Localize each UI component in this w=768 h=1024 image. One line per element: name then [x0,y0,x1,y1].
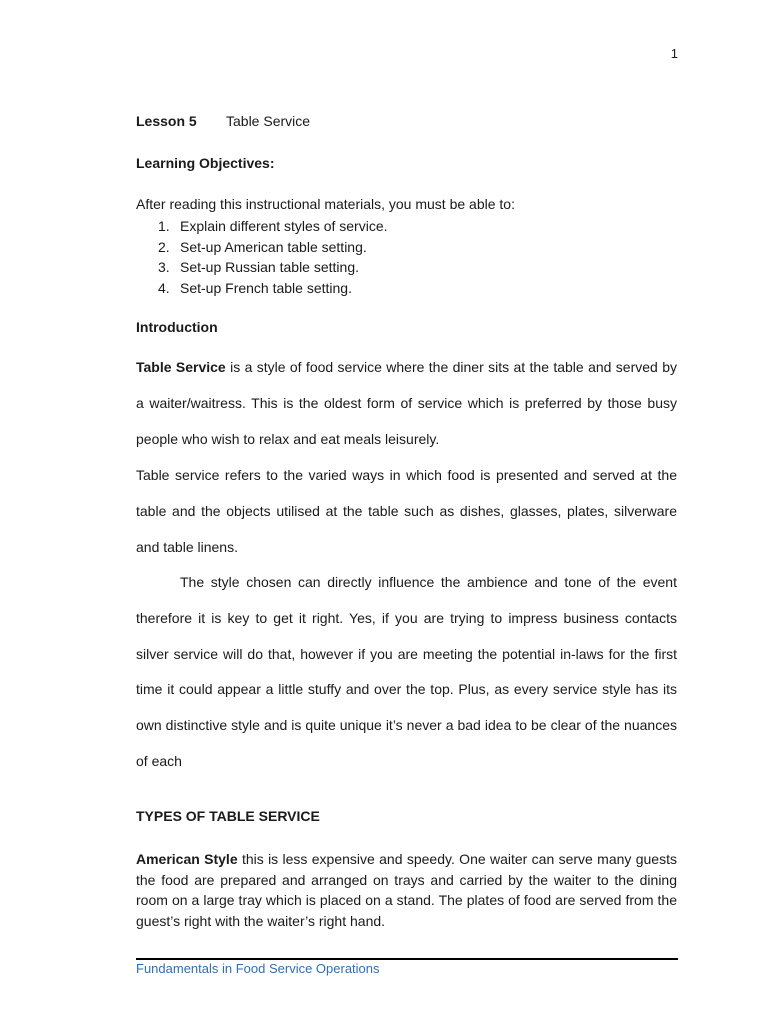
american-style-paragraph [136,849,677,931]
paragraph-text: this is less expensive and speedy. One waiter can serve many guests the food are prepared and arranged on trays and carried by the waiter to the dining room on a large tray which is placed on a stand. The plates of food are served from the guest’s right with the waiter’s right hand. [136,851,677,929]
footer-divider [136,958,678,960]
lesson-header [136,113,310,129]
paragraph-text: is a style of food service where the diner sits at the table and served by a waiter/waitress. This is the oldest form of service which is preferred by those busy people who wish to relax and eat meals leisurely. [136,359,677,447]
list-text: Set-up Russian table setting. [180,259,359,275]
objectives-intro: After reading this instructional materials, you must be able to: [136,196,515,212]
page-number: 1 [670,46,678,61]
list-text: Explain different styles of service. [180,218,388,234]
list-item [158,237,388,258]
list-item [158,278,388,299]
list-number: 3. [158,259,170,275]
list-text: Set-up American table setting. [180,238,367,255]
types-heading: TYPES OF TABLE SERVICE [136,808,320,824]
introduction-paragraph-1 [136,350,677,457]
objectives-heading: Learning Objectives: [136,155,275,171]
list-item [158,257,388,278]
list-item [158,216,388,237]
introduction-paragraph-3: The style chosen can directly influence the ambience and tone of the event therefore it is key to get it right. Yes, if you are trying to impress business contacts silver service will do that, however if you are meeting the potential in-laws for the first time it could appear a little stuffy and over the top. Plus, as every service style has its own distinctive style and is quite unique it’s never a bad idea to be clear of the nuances of each [136,574,677,769]
introduction-paragraph-2: Table service refers to the varied ways in which food is presented and served at the table and the objects utilised at the table such as dishes, glasses, plates, silverware and table linens. [136,467,677,555]
term-american-style: American Style [136,851,238,867]
list-number: 1. [158,218,170,234]
list-number: 4. [158,279,170,296]
list-text: Set-up French table setting. [180,279,352,296]
list-number: 2. [158,238,170,255]
introduction-heading: Introduction [136,319,218,335]
term-table-service: Table Service [136,359,226,375]
footer-text: Fundamentals in Food Service Operations [136,961,380,976]
objectives-list [158,216,388,298]
lesson-label: Lesson 5 [136,113,197,129]
lesson-title: Table Service [226,113,311,129]
